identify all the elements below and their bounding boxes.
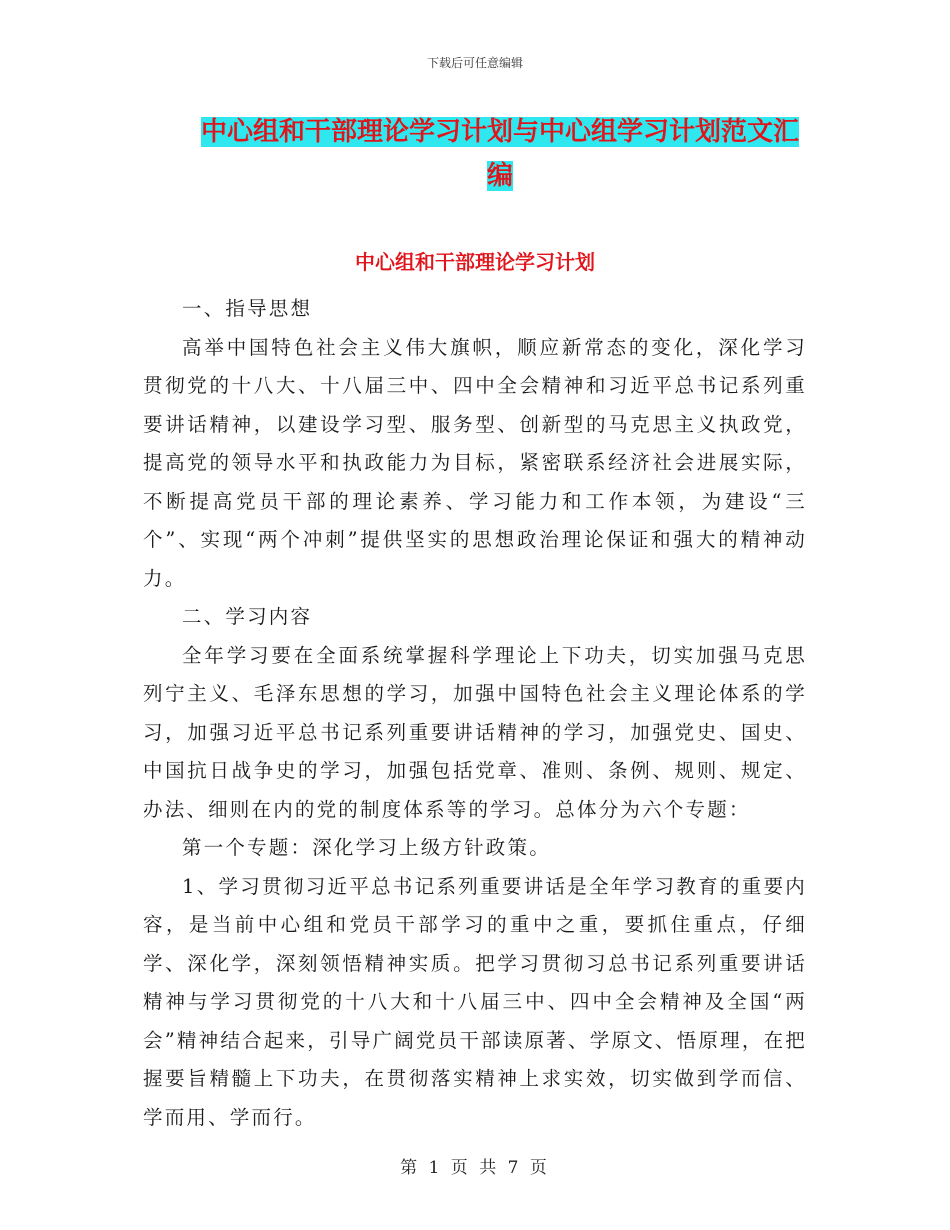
document-body [143,290,807,1137]
heading-guiding-thought: 一、指导思想 [182,297,313,320]
paragraph-study-content: 全年学习要在全面系统掌握科学理论上下功夫，切实加强马克思列宁主义、毛泽东思想的学习，加强中国特色社会主义理论体系的学习，加强习近平总书记系列重要讲话精神的学习，加强党史、国史、中国抗日战争史的学习，加强包括党章、准则、条例、规则、规定、办法、细则在内的党的制度体系等的学习。总体分为六个专题： [143,643,807,821]
paragraph-topic-one-item-1: 1、学习贯彻习近平总书记系列重要讲话是全年学习教育的重要内容，是当前中心组和党员干部学习的重中之重，要抓住重点，仔细学、深化学，深刻领悟精神实质。把学习贯彻习总书记系列重要讲话精神与学习贯彻党的十八大和十八届三中、四中全会精神及全国“两会”精神结合起来，引导广阔党员干部读原著、学原文、悟原理，在把握要旨精髓上下功夫，在贯彻落实精神上求实效，切实做到学而信、学而用、学而行。 [143,874,807,1129]
topic-one-heading: 第一个专题：深化学习上级方针政策。 [182,836,551,859]
document-title [190,110,810,198]
paragraph-guiding-thought: 高举中国特色社会主义伟大旗帜，顺应新常态的变化，深化学习贯彻党的十八大、十八届三中、四中全会精神和习近平总书记系列重要讲话精神，以建设学习型、服务型、创新型的马克思主义执政党，提高党的领导水平和执政能力为目标，紧密联系经济社会进展实际，不断提高党员干部的理论素养、学习能力和工作本领，为建设“三个”、实现“两个冲刺”提供坚实的思想政治理论保证和强大的精神动力。 [143,335,807,590]
page-number: 第 1 页 共 7 页 [400,1158,550,1178]
section-title: 中心组和干部理论学习计划 [355,250,595,274]
header-note: 下载后可任意编辑 [426,56,523,70]
heading-study-content: 二、学习内容 [182,605,313,628]
document-title-text: 中心组和干部理论学习计划与中心组学习计划范文汇编 [200,117,799,191]
